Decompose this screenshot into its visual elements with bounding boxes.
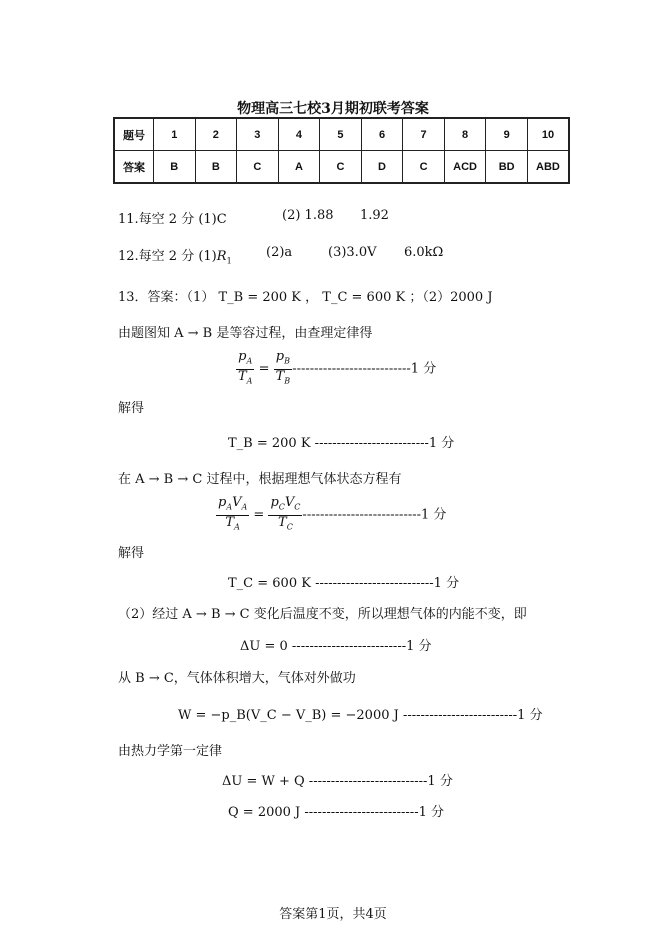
equation-first-law: ΔU = W + Q ---------------------------1 分 [222, 774, 453, 789]
equation-work: W = −p_B(V_C − V_B) = −2000 J --------------------------1 分 [178, 708, 543, 723]
table-header-cell: 答案 [114, 151, 154, 184]
table-cell: 10 [527, 118, 569, 151]
q12-part2: (2)a [266, 245, 293, 260]
q12-r-sub: 1 [226, 256, 232, 266]
equation-q: Q = 2000 J --------------------------1 分 [228, 805, 444, 820]
fraction-pb-tb: $\frac{p_B}{T_B}$ [275, 349, 291, 386]
q12-head: 12.每空 2 分 (1) [118, 249, 217, 264]
q13-tb-result: T_B = 200 K ， [218, 290, 319, 305]
table-cell: C [320, 151, 362, 184]
table-cell: A [278, 151, 320, 184]
q11-head: 11.每空 2 分 (1)C [118, 212, 227, 227]
page-title: 物理高三七校3月期初联考答案 [237, 101, 429, 117]
table-cell: 1 [154, 118, 196, 151]
table-row-numbers [114, 118, 569, 151]
q13-answer-line [118, 286, 493, 305]
jiede-2: 解得 [118, 546, 145, 561]
q12-part4: 6.0kΩ [404, 245, 444, 260]
q13-line5: 由热力学第一定律 [118, 744, 223, 759]
q13-line3: （2）经过 A → B → C 变化后温度不变，所以理想气体的内能不变，即 [118, 607, 527, 622]
eq1-score: ---------------------------1 分 [292, 361, 437, 377]
q12-r: R [216, 249, 227, 264]
table-cell: 9 [486, 118, 528, 151]
page-footer: 答案第1页，共4页 [279, 907, 387, 922]
table-cell: 5 [320, 118, 362, 151]
table-cell: BD [486, 151, 528, 184]
table-header-cell: 题号 [114, 118, 154, 151]
fraction-pava-ta: $\frac{p_AV_A}{T_A}$ [218, 495, 248, 532]
table-cell: ACD [444, 151, 486, 184]
table-cell: 3 [237, 118, 279, 151]
table-cell: 4 [278, 118, 320, 151]
q11-part3: 1.92 [360, 208, 389, 223]
table-cell: 7 [403, 118, 445, 151]
table-cell: D [361, 151, 403, 184]
q12-part3: (3)3.0V [328, 245, 377, 260]
table-cell: 8 [444, 118, 486, 151]
table-cell: C [237, 151, 279, 184]
q13-line4: 从 B → C，气体体积增大，气体对外做功 [118, 671, 356, 686]
q12-line [118, 245, 232, 266]
equation-tc: T_C = 600 K ---------------------------1 分 [228, 576, 460, 591]
equation-delta-u-zero: ΔU = 0 --------------------------1 分 [240, 639, 432, 654]
fraction-pcvc-tc: $\frac{p_CV_C}{T_C}$ [270, 495, 301, 532]
q13-tc-result: T_C = 600 K ；（2）2000 J [322, 290, 493, 305]
table-row-answers [114, 151, 569, 184]
answer-table [113, 117, 570, 184]
q11-part2: (2) 1.88 [282, 208, 334, 223]
table-cell: B [195, 151, 237, 184]
eq3-score: ---------------------------1 分 [302, 507, 447, 523]
jiede-1: 解得 [118, 401, 145, 416]
table-cell: 2 [195, 118, 237, 151]
table-cell: B [154, 151, 196, 184]
fraction-pa-ta: $\frac{p_A}{T_A}$ [238, 349, 253, 386]
equation-ideal-gas: $\frac{p_AV_A}{T_A}$ = $\frac{p_CV_C}{T_C}$ ---------------------------1 分 [216, 496, 446, 534]
table-cell: C [403, 151, 445, 184]
equation-charles-law: $\frac{p_A}{T_A}$ = $\frac{p_B}{T_B}$ ---------------------------1 分 [236, 350, 436, 388]
q13-line1: 由题图知 A → B 是等容过程，由查理定律得 [118, 326, 373, 341]
q13-line2: 在 A → B → C 过程中，根据理想气体状态方程有 [118, 472, 402, 487]
table-cell: 6 [361, 118, 403, 151]
q13-head: 13．答案：（1） [118, 290, 215, 305]
table-cell: ABD [527, 151, 569, 184]
equation-tb: T_B = 200 K --------------------------1 分 [228, 436, 455, 451]
